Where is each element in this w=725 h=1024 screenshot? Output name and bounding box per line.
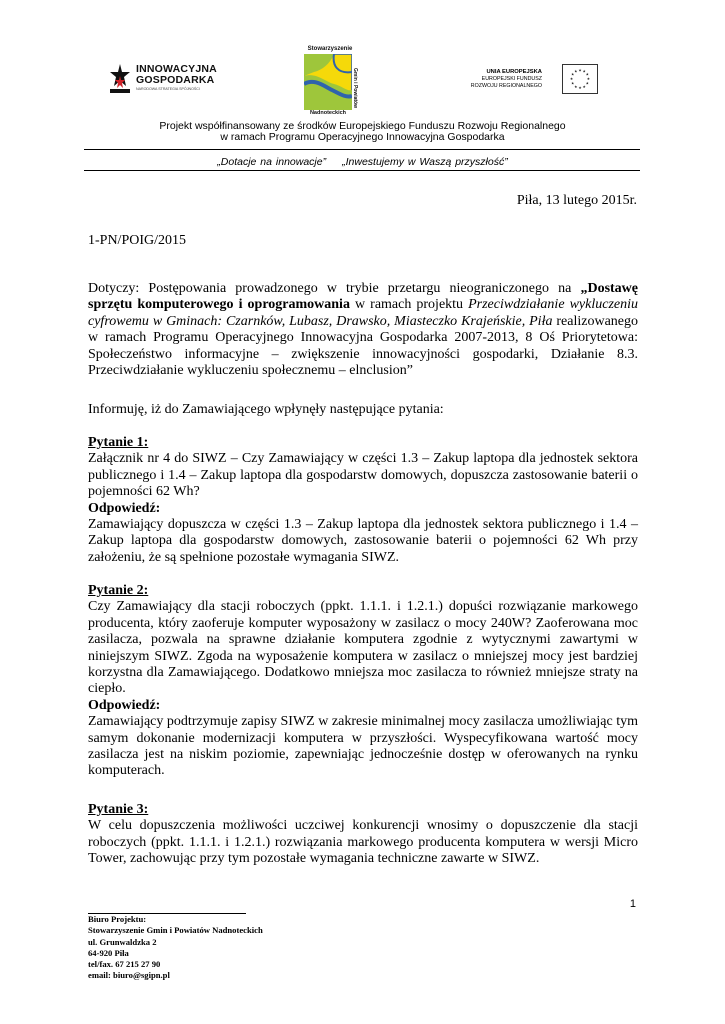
svg-text:★: ★	[582, 69, 586, 74]
svg-text:★: ★	[574, 69, 578, 74]
svg-text:★: ★	[571, 72, 575, 77]
question-1	[88, 435, 638, 566]
question-1-heading: Pytanie 1:	[88, 435, 149, 450]
subject-mid: w ramach projektu	[349, 297, 469, 313]
question-2-text: Czy Zamawiający dla stacji roboczych (ppkt. 1.1.1. i 1.2.1.) dopuści rozwiązanie markowego producenta, który zaoferuje komputer wyposażony w zasilacz o mocy 240W? Zaoferowana moc zasilacza, pozwala na sprawne działanie komputera zgodnie z wytycznymi zawartymi w niniejszym SIWZ. Zgoda na wyposażenie komputera w zasilacz o mniejszej mocy jest bardziej korzystna dla Zamawiającego. Dodatkowo mniejsza moc zasilacza to również mniejsze straty na ciepło.	[88, 599, 638, 697]
question-3-heading: Pytanie 3:	[88, 802, 149, 817]
question-2-heading: Pytanie 2:	[88, 583, 149, 598]
page-number: 1	[629, 898, 636, 910]
footer-address	[88, 913, 263, 982]
footer-line: 64-920 Piła	[88, 947, 129, 958]
footer-line: Biuro Projektu:	[88, 914, 147, 924]
subject-italic: Przeciwdziałanie wykluczeniu cyfrowemu w Gminach: Czarnków, Lubasz, Drawsko, Miasteczko Krajeńskie, Piła	[88, 297, 638, 329]
motto-1: „Dotacje na innowacje”	[217, 156, 327, 168]
eu-logo-line3: ROZWOJU REGIONALNEGO	[470, 82, 542, 89]
funding-line-1: Projekt współfinansowany ze środków Europejskiego Funduszu Rozwoju Regionalnego	[159, 120, 566, 132]
answer-1-text: Zamawiający dopuszcza w części 1.3 – Zakup laptopa dla jednostek sektora publicznego i 1.4 – Zakup laptopa dla gospodarstw domowych, zastosowanie baterii o pojemności 62 Wh przy założeniu, że są spełnione pozostałe wymagania SIWZ.	[88, 517, 638, 565]
footer-line: tel/fax. 67 215 27 90	[88, 959, 161, 970]
eu-logo	[458, 64, 598, 96]
ig-star-icon	[108, 62, 132, 94]
eu-logo-line1: UNIA EUROPEJSKA	[486, 69, 542, 75]
header-divider-top	[84, 149, 640, 150]
intro-paragraph: Informuję, iż do Zamawiającego wpłynęły następujące pytania:	[88, 402, 444, 417]
svg-text:★: ★	[578, 68, 582, 73]
answer-2-text: Zamawiający podtrzymuje zapisy SIWZ w zakresie minimalnej mocy zasilacza umożliwiając tym samym dokonanie modernizacji komputera w przyszłości. Wyspecyfikowana wartość mocy zasilacza jest na niskim poziomie, zapewniając jednocześnie dostęp w oferowanych na rynku komputerach.	[88, 714, 638, 779]
ig-logo-tagline: NARODOWA STRATEGIA SPÓJNOŚCI	[136, 87, 200, 91]
question-3	[88, 802, 638, 868]
reference-number: 1-PN/POIG/2015	[88, 233, 187, 248]
eu-logo-line2: EUROPEJSKI FUNDUSZ	[481, 76, 542, 82]
subject-lead: Dotyczy: Postępowania prowadzonego w trybie przetargu nieograniczonego na	[88, 281, 581, 296]
motto-2: „Inwestujemy w Waszą przyszłość”	[342, 156, 508, 168]
subject-tail: realizowanego w ramach Programu Operacyjnego Innowacyjna Gospodarka 2007-2013, 8 Oś Priorytetowa: Społeczeństwo informacyjne – zwiększenie innowacyjności gospodarki, Działanie 8.3. Przeciwdziałanie wykluczeniu społecznemu – elnclusion”	[88, 313, 638, 379]
subject-paragraph	[88, 281, 638, 379]
footer-line: email: biuro@sgipn.pl	[88, 970, 170, 981]
svg-text:★: ★	[585, 81, 589, 86]
svg-text:★: ★	[585, 72, 589, 77]
mottos	[0, 156, 725, 168]
stowarzyszenie-logo	[300, 46, 360, 118]
question-2	[88, 583, 638, 780]
header-divider-bottom	[84, 170, 640, 171]
region-map-icon	[304, 54, 352, 110]
svg-text:★: ★	[569, 77, 574, 82]
svg-text:★: ★	[571, 81, 575, 86]
sg-logo-bottom-text: Nadnoteckich	[309, 110, 347, 116]
ig-logo-line2: GOSPODARKA	[136, 74, 215, 86]
subject-bold: „Dostawę sprzętu komputerowego i oprogramowania	[88, 281, 638, 313]
svg-text:★: ★	[574, 84, 578, 89]
sg-logo-side-text: Gmin i Powiatów	[352, 68, 358, 109]
place-date: Piła, 13 lutego 2015r.	[516, 193, 637, 208]
ig-logo-line1: INNOWACYJNA	[136, 63, 217, 75]
question-1-text: Załącznik nr 4 do SIWZ – Czy Zamawiający w części 1.3 – Zakup laptopa dla jednostek sektora publicznego i 1.4 – Zakup laptopa dla gospodarstw domowych, dopuszcza zastosowanie baterii o pojemności 62 Wh?	[88, 451, 638, 500]
footer-line: Stowarzyszenie Gmin i Powiatów Nadnoteckich	[88, 925, 263, 936]
svg-text:★: ★	[582, 84, 586, 89]
sg-logo-title: Stowarzyszenie	[307, 46, 353, 52]
answer-1-heading: Odpowiedź:	[88, 500, 161, 516]
funding-line-2: w ramach Programu Operacyjnego Innowacyjna Gospodarka	[220, 131, 505, 143]
svg-text:★: ★	[578, 85, 582, 90]
answer-2-heading: Odpowiedź:	[88, 697, 161, 713]
question-3-text: W celu dopuszczenia możliwości uczciwej konkurencji wnosimy o dopuszczenie dla stacji roboczych (ppkt. 1.1.1. i 1.2.1.) rozwiązania markowego producenta komputera w wersji Micro Tower, zachowując przy tym pozostałe wymagania techniczne zawarte w SIWZ.	[88, 818, 638, 867]
footer-line: ul. Grunwaldzka 2	[88, 936, 157, 947]
eu-flag-icon	[562, 64, 598, 94]
svg-text:★: ★	[586, 77, 591, 82]
innowacyjna-gospodarka-logo	[108, 62, 228, 102]
